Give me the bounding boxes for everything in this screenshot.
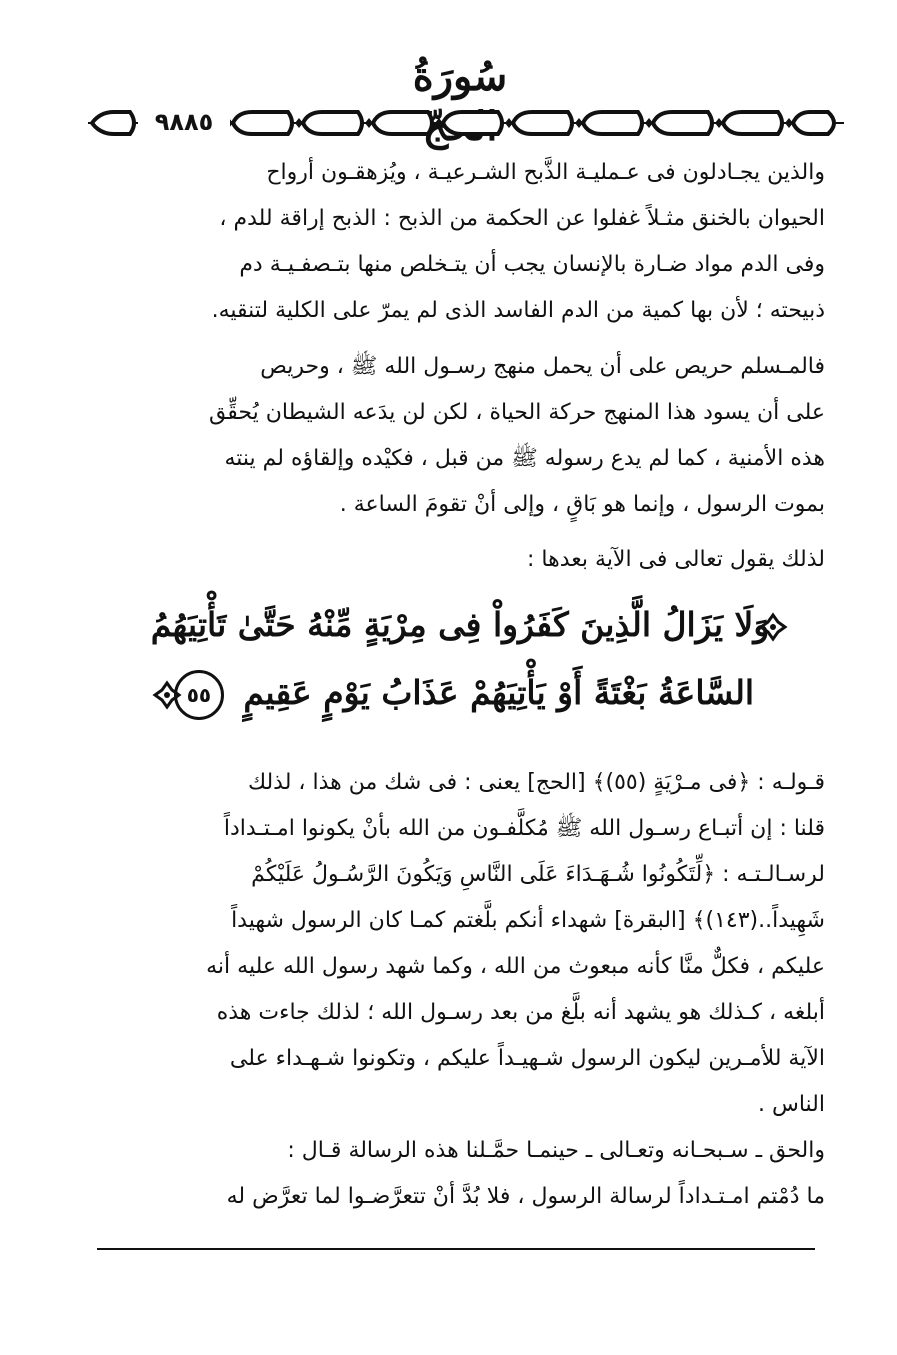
text-line: لرسـالـتـه : ﴿لِّتَكُونُوا شُـهَـدَاءَ عَلَى النَّاسِ وَيَكُونَ الرَّسُـولُ عَلَيْكُمْ [251,862,825,887]
verse-intro: لذلك يقول تعالى فى الآية بعدها : [527,547,825,572]
paragraph-4 [105,1128,825,1220]
text-line: الحيوان بالخنق مثـلاً غفلوا عن الحكمة من الذبح : الذبح إراقة للدم ، [219,206,825,231]
text-line: ما دُمْتم امـتـداداً لرسالة الرسول ، فلا بُدَّ أنْ تتعرَّضـوا لما تعرَّض له [226,1184,825,1209]
page-number: ٩٨٨٥ [138,104,230,140]
verse-close-ornament-icon [152,680,182,710]
footer-rule [97,1248,815,1250]
text-line: قلنا : إن أتبـاع رسـول الله ﷺ مُكلَّفـون من الله بأنْ يكونوا امـتـداداً [223,816,825,841]
surah-title: سُورَةُ [412,53,508,100]
paragraph-2 [105,344,825,528]
verse-number: ٥٥ [174,670,224,720]
text-line: هذه الأمنية ، كما لم يدع رسوله ﷺ من قبل ، فكيْده وإلقاؤه لم ينته [224,446,825,471]
text-line: عليكم ، فكلٌّ منَّا كأنه مبعوث من الله ، وكما شهد رسول الله عليه أنه [206,954,825,979]
text-line: الناس . [758,1092,825,1117]
text-line: والحق ـ سـبحـانه وتعـالى ـ حينمـا حمَّـلنا هذه الرسالة قـال : [287,1138,825,1163]
paragraph-1 [105,150,825,334]
text-line: بموت الرسول ، وإنما هو بَاقٍ ، وإلى أنْ تقومَ الساعة . [339,492,825,517]
text-line: أبلغه ، كـذلك هو يشهد أنه بلَّغ من بعد رسـول الله ؛ لذلك جاءت هذه [216,1000,825,1025]
text-line: على أن يسود هذا المنهج حركة الحياة ، لكن لن يدَعه الشيطان يُحقِّق [208,400,825,425]
text-line: قـولـه : ﴿فى مـرْيَةٍ (٥٥)﴾ [الحج] يعنى : فى شك من هذا ، لذلك [247,770,825,795]
text-line: فالمـسلم حريص على أن يحمل منهج رسـول الله ﷺ ، وحريص [260,354,825,379]
text-line: ذبيحته ؛ لأن بها كمية من الدم الفاسد الذى لم يمرّ على الكلية لتنقيه. [211,298,825,323]
quran-verse-text: السَّاعَةُ بَغْتَةً أَوْ يَأْتِيَهُمْ عَذَابُ يَوْمٍ عَقِيمٍ [243,673,755,712]
paragraph-3 [105,760,825,1128]
text-line: وفى الدم مواد ضـارة بالإنسان يجب أن يتـخلص منها بتـصفـيـة دم [239,252,825,277]
quran-verse-line-2 [130,660,790,726]
quran-verse-line-1: وَلَا يَزَالُ الَّذِينَ كَفَرُواْ فِى مِرْيَةٍ مِّنْهُ حَتَّىٰ تَأْتِيَهُمُ [150,605,770,644]
text-line: شَهِيداً..(١٤٣)﴾ [البقرة] شهداء أنكم بلَّغتم كمـا كان الرسول شهيداً [231,908,825,933]
text-line: والذين يجـادلون فى عـمليـة الذَّبح الشـرعيـة ، ويُزهقـون أرواح [266,160,825,185]
text-line: الآية للأمـرين ليكون الرسول شـهيـداً عليكم ، وتكونوا شـهـداء على [229,1046,825,1071]
